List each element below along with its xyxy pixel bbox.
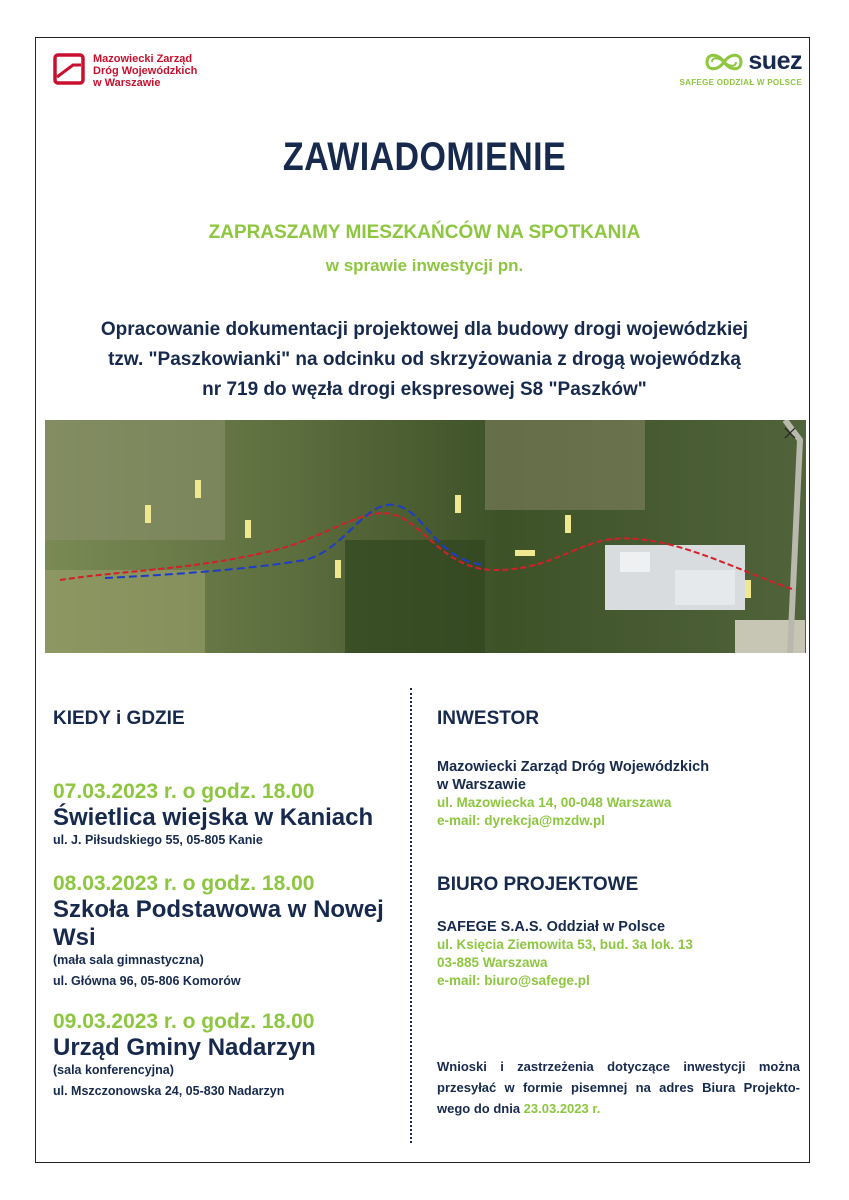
design-office-address-line-1: ul. Księcia Ziemowita 53, bud. 3a lok. 13: [437, 937, 693, 952]
when-where-heading: KIEDY i GDZIE: [53, 708, 185, 729]
meeting-1: [53, 780, 403, 849]
suez-wordmark: suez: [748, 47, 802, 75]
mzdw-logo-line-2: Dróg Wojewódzkich: [93, 65, 198, 77]
project-line-1: Opracowanie dokumentacji projektowej dla budowy drogi wojewódzkiej: [100, 319, 749, 340]
suez-logo: [680, 47, 802, 87]
investor-name-line-2: w Warszawie: [437, 777, 526, 793]
meeting-date: 07.03.2023 r. o godz. 18.00: [53, 780, 315, 803]
design-office-heading: BIURO PROJEKTOWE: [437, 874, 639, 895]
mzdw-logo-line-3: w Warszawie: [93, 77, 161, 89]
meeting-room: (sala konferencyjna): [53, 1063, 174, 1077]
design-office-email: e-mail: biuro@safege.pl: [437, 973, 590, 988]
mzdw-logo: [53, 53, 197, 89]
invitation-heading: ZAPRASZAMY MIESZKAŃCÓW NA SPOTKANIA: [208, 222, 641, 243]
meeting-address: ul. Główna 96, 05-806 Komorów: [53, 974, 241, 988]
investor-email: e-mail: dyrekcja@mzdw.pl: [437, 813, 605, 828]
invitation-subheading: w sprawie inwestycji pn.: [325, 256, 524, 275]
submission-note-text: Wnioski i zastrzeżenia dotyczące inwestycji można przesyłać w formie pisemnej na adres Biura Projekto-wego do dnia: [437, 1059, 800, 1116]
investor-block: [437, 758, 800, 830]
submission-deadline: 23.03.2023 r.: [523, 1101, 601, 1116]
meeting-2: [53, 872, 403, 990]
design-office-block: [437, 918, 800, 990]
meeting-venue: Urząd Gminy Nadarzyn: [53, 1034, 316, 1061]
design-office-address-line-2: 03-885 Warszawa: [437, 955, 548, 970]
mzdw-logo-line-1: Mazowiecki Zarząd: [93, 53, 193, 65]
meeting-room: (mała sala gimnastyczna): [53, 953, 204, 967]
meeting-venue: Szkoła Podstawowa w Nowej Wsi: [53, 896, 384, 951]
when-where-section: [53, 708, 403, 1100]
aerial-route-map: [45, 420, 806, 653]
page-title: ZAWIADOMIENIE: [282, 135, 567, 179]
column-divider: [410, 688, 412, 1143]
project-line-2: tzw. "Paszkowianki" na odcinku od skrzyżowania z drogą wojewódzką: [108, 349, 741, 370]
meeting-venue: Świetlica wiejska w Kaniach: [53, 804, 374, 831]
design-office-name: SAFEGE S.A.S. Oddział w Polsce: [437, 919, 666, 935]
meeting-date: 08.03.2023 r. o godz. 18.00: [53, 872, 315, 895]
project-name: [40, 315, 809, 405]
mzdw-logo-icon: [53, 53, 85, 85]
contacts-section: [437, 708, 800, 1119]
investor-heading: INWESTOR: [437, 708, 540, 729]
submission-note: [437, 1056, 800, 1119]
suez-subtitle: SAFEGE ODDZIAŁ W POLSCE: [679, 78, 802, 87]
meeting-address: ul. J. Piłsudskiego 55, 05-805 Kanie: [53, 833, 263, 847]
investor-name-line-1: Mazowiecki Zarząd Dróg Wojewódzkich: [437, 759, 710, 775]
meeting-3: [53, 1010, 403, 1100]
project-line-3: nr 719 do węzła drogi ekspresowej S8 "Paszków": [202, 379, 647, 400]
suez-swirl-icon: [704, 49, 744, 75]
investor-address: ul. Mazowiecka 14, 00-048 Warszawa: [437, 795, 672, 810]
aerial-map-image: [45, 420, 806, 653]
meeting-address: ul. Mszczonowska 24, 05-830 Nadarzyn: [53, 1084, 285, 1098]
meeting-date: 09.03.2023 r. o godz. 18.00: [53, 1010, 315, 1033]
